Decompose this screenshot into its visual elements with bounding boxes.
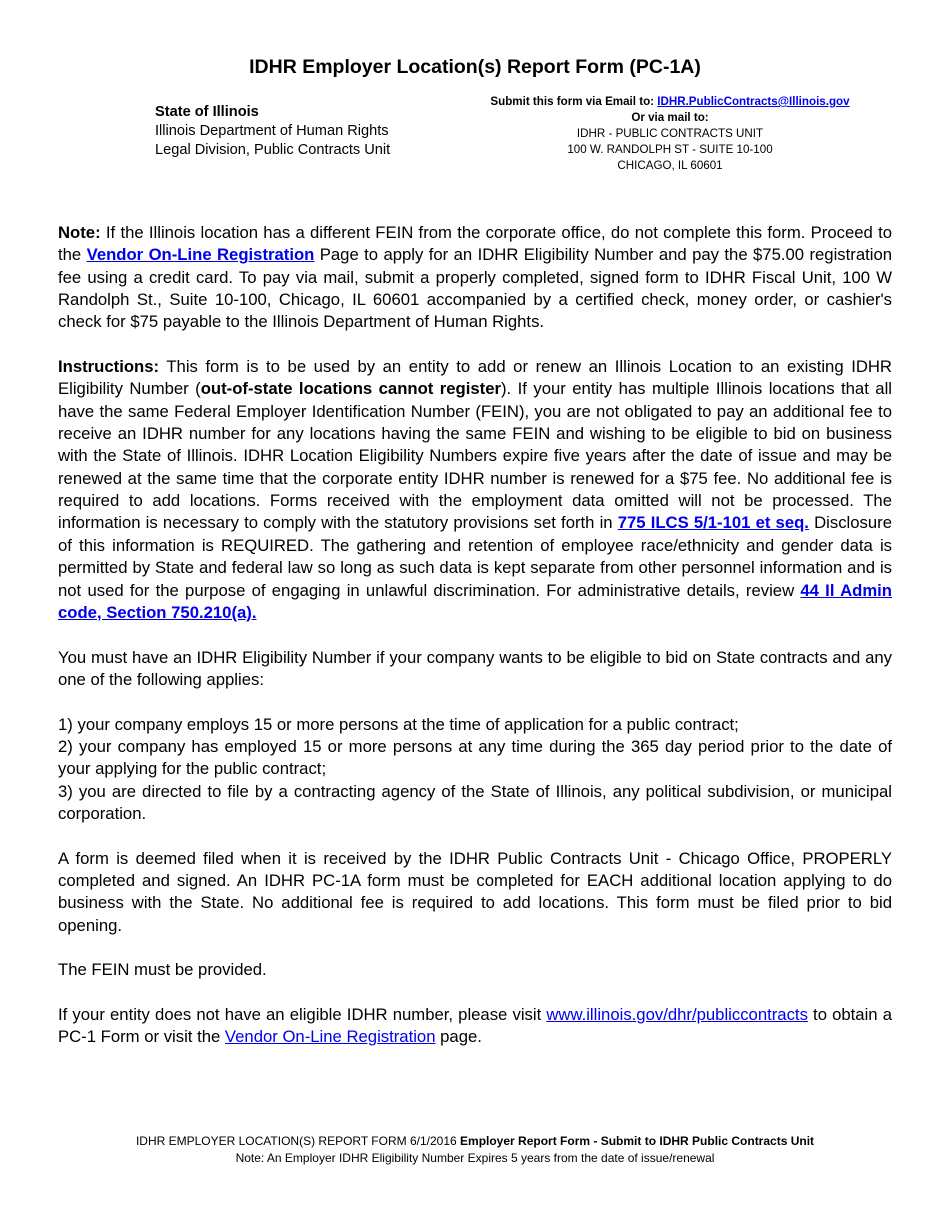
agency-block [155, 103, 390, 160]
final-text-2: to obtain a PC-1 Form or visit the [58, 1005, 892, 1047]
note-label: Note: [58, 223, 101, 242]
must-have-paragraph: You must have an IDHR Eligibility Number if your company wants to be eligible to bid on State contracts and any one of the following applies: [58, 647, 892, 689]
submission-block [450, 94, 890, 174]
page-footer [0, 1133, 950, 1167]
instructions-text-2: ). If your entity has multiple Illinois locations that all have the same Federal Employer Identification Number (FEIN), you are not obligated to pay an additional fee to receive an IDHR number for any locations having the same FEIN and wishing to be eligible to bid on business with the State of Illinois. IDHR Location Eligibility Numbers expire five years after the date of issue and may be renewed at the same time that the corporate entity IDHR number is renewed for a $75 fee. No additional fee is required to add locations. Forms received with the employment data omitted will not be processed. The information is necessary to comply with the statutory provisions set forth in [58, 379, 892, 533]
instructions-paragraph [58, 356, 892, 624]
submit-email-label: Submit this form via Email to: [490, 95, 658, 108]
page-title: IDHR Employer Location(s) Report Form (PC-1A) [249, 56, 701, 78]
or-mail-label: Or via mail to: [631, 111, 709, 124]
submit-email-line [450, 94, 890, 110]
mail-address-line-1: IDHR - PUBLIC CONTRACTS UNIT [576, 127, 764, 140]
final-text-1: If your entity does not have an eligible IDHR number, please visit [58, 1005, 547, 1025]
condition-item: 1) your company employs 15 or more persons at the time of application for a public contract; [58, 714, 739, 734]
mail-address-line-2: 100 W. RANDOLPH ST - SUITE 10-100 [567, 143, 773, 156]
footer-form-id: IDHR EMPLOYER LOCATION(S) REPORT FORM 6/1/2016 [135, 1134, 461, 1148]
instructions-text-1: This form is to be used by an entity to add or renew an Illinois Location to an existing IDHR Eligibility Number ( [58, 357, 892, 399]
mail-address-line-3: CHICAGO, IL 60601 [617, 159, 723, 172]
submit-email-link[interactable]: IDHR.PublicContracts@Illinois.gov [657, 95, 850, 108]
public-contracts-url-link[interactable]: www.illinois.gov/dhr/publiccontracts [546, 1005, 808, 1025]
instructions-label: Instructions: [58, 357, 160, 377]
note-text-1: If the Illinois location has a different FEIN from the corporate office, do not complete this form. Proceed to the [58, 223, 892, 265]
condition-item: 3) you are directed to file by a contracting agency of the State of Illinois, any political subdivision, or municipal corporation. [58, 781, 892, 823]
final-text-3: page. [435, 1027, 482, 1047]
instructions-bold-note: out-of-state locations cannot register [200, 379, 501, 399]
note-paragraph [58, 222, 892, 334]
footer-expiry-note: Note: An Employer IDHR Eligibility Number Expires 5 years from the date of issue/renewal [235, 1151, 715, 1165]
footer-line-1 [0, 1133, 950, 1150]
fein-paragraph: The FEIN must be provided. [58, 960, 267, 980]
document-body [58, 222, 892, 1071]
condition-item: 2) your company has employed 15 or more persons at any time during the 365 day period prior to the date of your applying for the public contract; [58, 736, 892, 779]
admin-code-link[interactable]: 44 Il Admin code, Section 750.210(a). [58, 580, 892, 622]
agency-division: Legal Division, Public Contracts Unit [155, 142, 391, 158]
footer-form-purpose: Employer Report Form - Submit to IDHR Public Contracts Unit [460, 1134, 815, 1148]
ilcs-statute-link[interactable]: 775 ILCS 5/1-101 et seq. [617, 513, 809, 533]
conditions-list [58, 714, 892, 826]
instructions-text-3: Disclosure of this information is REQUIRED. The gathering and retention of employee race/ethnicity and gender data is permitted by State and federal law so long as such data is kept separate from other personnel information and is not used for the purpose of engaging in unlawful discrimination. For administrative details, review [58, 513, 892, 600]
agency-state: State of Illinois [155, 104, 259, 120]
deemed-filed-paragraph: A form is deemed filed when it is received by the IDHR Public Contracts Unit - Chicago Office, PROPERLY completed and signed. An IDHR PC-1A form must be completed for EACH additional location applying to do business with the State. No additional fee is required to add locations. This form must be filed prior to bid opening. [58, 848, 892, 935]
final-paragraph [58, 1004, 892, 1049]
vendor-registration-link[interactable]: Vendor On-Line Registration [86, 245, 315, 265]
vendor-registration-link-2[interactable]: Vendor On-Line Registration [224, 1027, 436, 1047]
agency-department: Illinois Department of Human Rights [155, 123, 389, 139]
note-text-2: Page to apply for an IDHR Eligibility Number and pay the $75.00 registration fee using a credit card. To pay via mail, submit a properly completed, signed form to IDHR Fiscal Unit, 100 W Randolph St., Suite 10-100, Chicago, IL 60601 accompanied by a certified check, money order, or cashier's check for $75 payable to the Illinois Department of Human Rights. [58, 245, 893, 332]
